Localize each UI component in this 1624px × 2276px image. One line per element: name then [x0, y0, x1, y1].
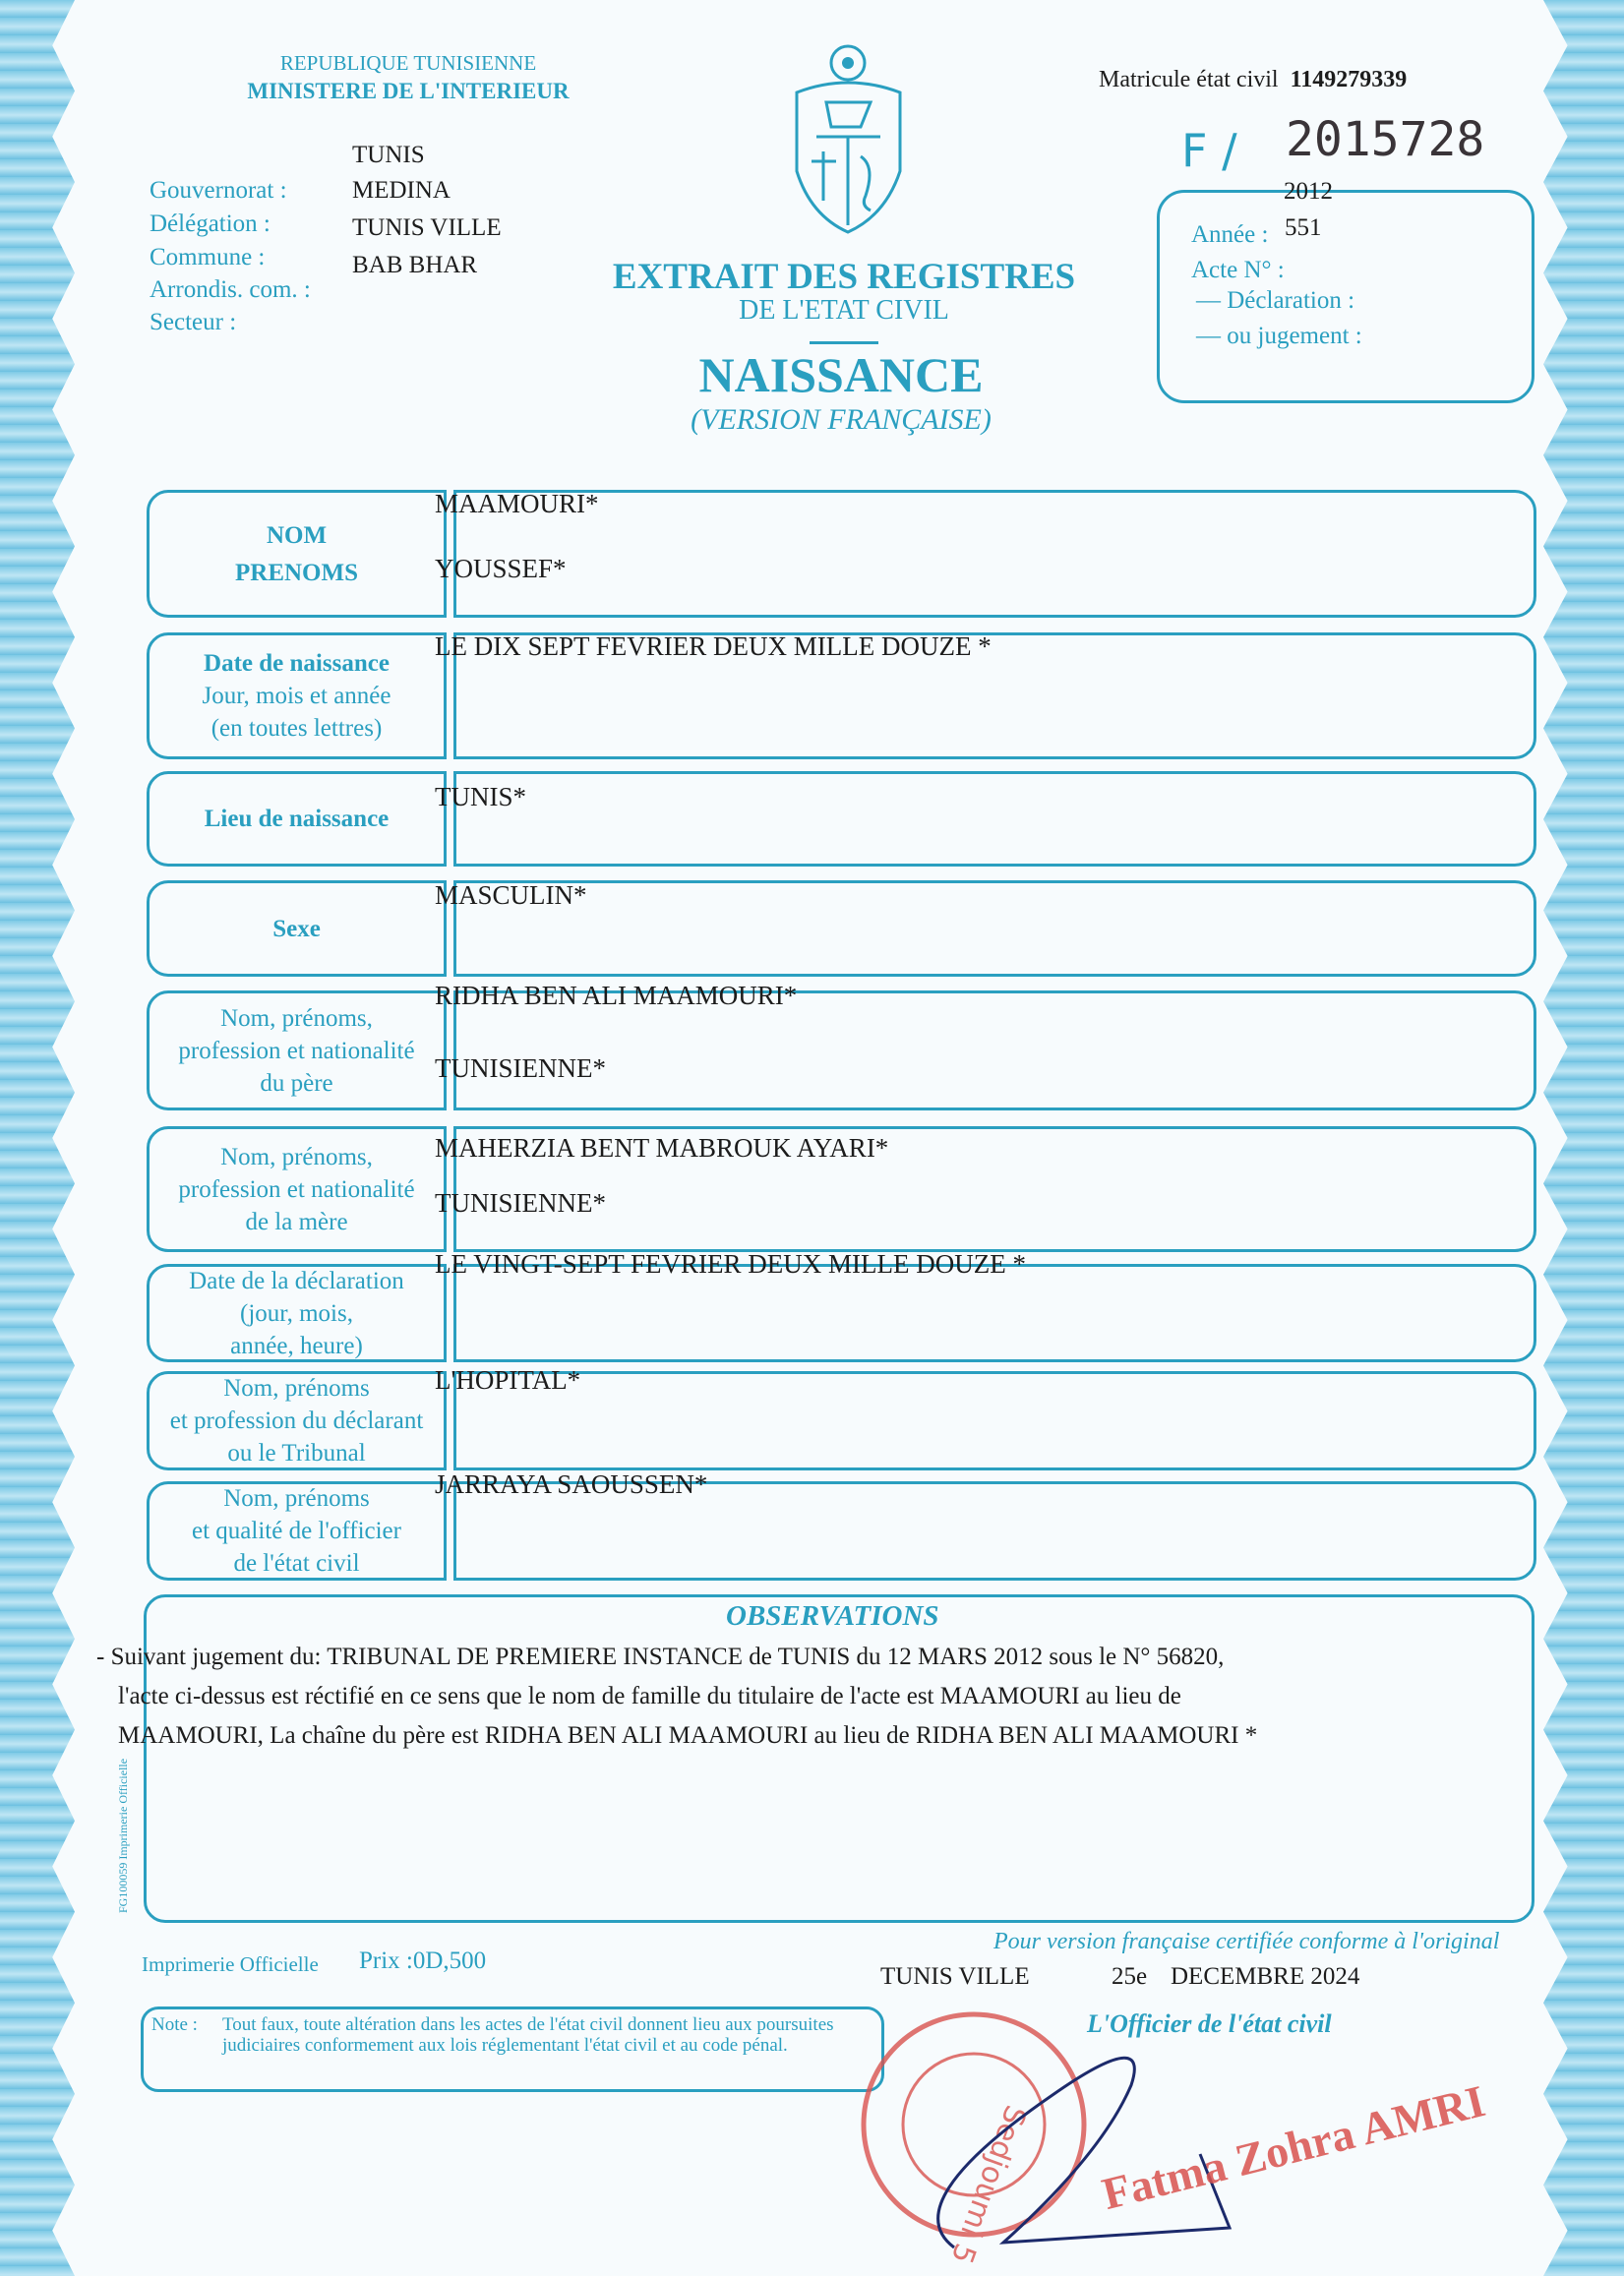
- row-label: profession et nationalité: [178, 1175, 415, 1203]
- printer-side-mark: FG100059 Imprimerie Officielle: [116, 1758, 130, 1913]
- title-main: NAISSANCE: [698, 347, 984, 402]
- label-commune: Commune :: [150, 244, 266, 270]
- coat-of-arms-emblem: [787, 43, 910, 235]
- officer-value: JARRAYA SAOUSSEN*: [435, 1469, 708, 1499]
- declaration-label: — Déclaration :: [1196, 287, 1355, 314]
- acte-value: 551: [1285, 214, 1322, 241]
- row-label: (jour, mois,: [240, 1299, 353, 1327]
- acte-label: Acte N° :: [1191, 257, 1285, 283]
- observations-title: OBSERVATIONS: [726, 1600, 939, 1632]
- row-label: profession et nationalité: [178, 1037, 415, 1064]
- label-gouvernorat: Gouvernorat :: [150, 177, 287, 204]
- row-label: et qualité de l'officier: [192, 1518, 401, 1544]
- row-label: Date de la déclaration: [189, 1267, 404, 1294]
- value-commune: TUNIS VILLE: [352, 214, 502, 241]
- stamp-icon: [864, 2014, 1084, 2268]
- row-label: PRENOMS: [235, 559, 358, 586]
- label-secteur: Secteur :: [150, 309, 237, 335]
- row-value-box: [453, 1371, 1536, 1470]
- decorative-border-left: [0, 0, 75, 2276]
- row-value-box: [453, 490, 1536, 618]
- price-label: Prix :0D,500: [359, 1947, 487, 1974]
- declaration-date-value: LE VINGT-SEPT FEVRIER DEUX MILLE DOUZE *: [435, 1249, 1026, 1279]
- row-label: Nom, prénoms: [223, 1485, 370, 1512]
- place-value: TUNIS VILLE: [880, 1963, 1030, 1990]
- value-arrondissement: BAB BHAR: [352, 252, 478, 278]
- note-label: Note :: [151, 2014, 198, 2035]
- nom-value: MAAMOURI*: [435, 489, 599, 518]
- sex-value: MASCULIN*: [435, 880, 587, 910]
- row-label: Nom, prénoms,: [220, 1004, 373, 1032]
- row-label: année, heure): [230, 1332, 363, 1359]
- printer-label: Imprimerie Officielle: [142, 1952, 319, 1976]
- observation-line-1: - Suivant jugement du: TRIBUNAL DE PREMIERE INSTANCE de TUNIS du 12 MARS 2012 sous le N° 56820,: [96, 1644, 1225, 1670]
- row-label: de l'état civil: [233, 1550, 360, 1577]
- republic-label: REPUBLIQUE TUNISIENNE: [279, 51, 537, 75]
- birth-date-value: LE DIX SEPT FEVRIER DEUX MILLE DOUZE *: [435, 631, 992, 661]
- observation-line-3: MAAMOURI, La chaîne du père est RIDHA BEN ALI MAAMOURI au lieu de RIDHA BEN ALI MAAMOURI *: [118, 1722, 1258, 1749]
- matricule-value: 1149279339: [1290, 67, 1408, 92]
- day-value: 25e: [1112, 1963, 1148, 1990]
- father-name-value: RIDHA BEN ALI MAAMOURI*: [435, 981, 798, 1010]
- svg-text:Sedjoumi 5: Sedjoumi 5: [943, 2100, 1033, 2268]
- value-gouvernorat: TUNIS: [352, 142, 425, 168]
- row-label: Nom, prénoms,: [220, 1143, 373, 1170]
- mother-nationality-value: TUNISIENNE*: [435, 1188, 606, 1218]
- mother-name-value: MAHERZIA BENT MABROUK AYARI*: [435, 1133, 889, 1163]
- ministry-label: MINISTERE DE L'INTERIEUR: [247, 79, 570, 103]
- value-delegation: MEDINA: [352, 177, 451, 204]
- jugement-label: — ou jugement :: [1196, 323, 1362, 349]
- officer-title: L'Officier de l'état civil: [1087, 2009, 1332, 2038]
- row-value-box: [453, 771, 1536, 867]
- decorative-border-right: [1543, 0, 1624, 2276]
- row-label: Sexe: [272, 915, 321, 942]
- title-line1: EXTRAIT DES REGISTRES: [612, 257, 1076, 297]
- year-value: 2012: [1284, 178, 1333, 205]
- signature-name-stamp: Fatma Zohra AMRI: [1097, 2075, 1490, 2220]
- row-label: Nom, prénoms: [223, 1375, 370, 1402]
- matricule: [1099, 67, 1407, 93]
- row-label: (en toutes lettres): [211, 715, 383, 742]
- row-label: Jour, mois et année: [202, 683, 391, 709]
- row-label: et profession du déclarant: [169, 1408, 424, 1434]
- date-value: DECEMBRE 2024: [1171, 1963, 1360, 1990]
- row-label: Date de naissance: [204, 650, 390, 677]
- row-label: Lieu de naissance: [204, 806, 390, 832]
- label-delegation: Délégation :: [150, 210, 271, 237]
- birth-place-value: TUNIS*: [435, 782, 526, 811]
- prenom-value: YOUSSEF*: [435, 554, 567, 583]
- title-divider: [810, 341, 878, 344]
- row-label: de la mère: [245, 1208, 348, 1235]
- observation-line-2: l'acte ci-dessus est réctifié en ce sens que le nom de famille du titulaire de l'acte est MAAMOURI au lieu de: [118, 1683, 1181, 1709]
- declarant-value: L'HOPITAL*: [435, 1365, 581, 1395]
- row-label: du père: [260, 1069, 333, 1097]
- father-nationality-value: TUNISIENNE*: [435, 1053, 606, 1083]
- matricule-label: Matricule état civil: [1099, 67, 1279, 92]
- certified-label: Pour version française certifiée conforme à l'original: [993, 1929, 1500, 1954]
- row-value-box: [453, 880, 1536, 977]
- serial-prefix: F /: [1181, 124, 1237, 177]
- title-line2: DE L'ETAT CIVIL: [739, 295, 949, 326]
- label-arrondissement: Arrondis. com. :: [150, 276, 311, 303]
- note-text: Tout faux, toute altération dans les actes de l'état civil donnent lieu aux poursuites judiciaires conformement aux lois réglementant l'état civil et au code pénal.: [222, 2014, 834, 2056]
- row-label: ou le Tribunal: [227, 1440, 366, 1467]
- title-version: (VERSION FRANÇAISE): [691, 403, 992, 436]
- serial-number: 2015728: [1286, 112, 1485, 167]
- annee-label: Année :: [1191, 221, 1269, 248]
- row-label: NOM: [266, 521, 328, 549]
